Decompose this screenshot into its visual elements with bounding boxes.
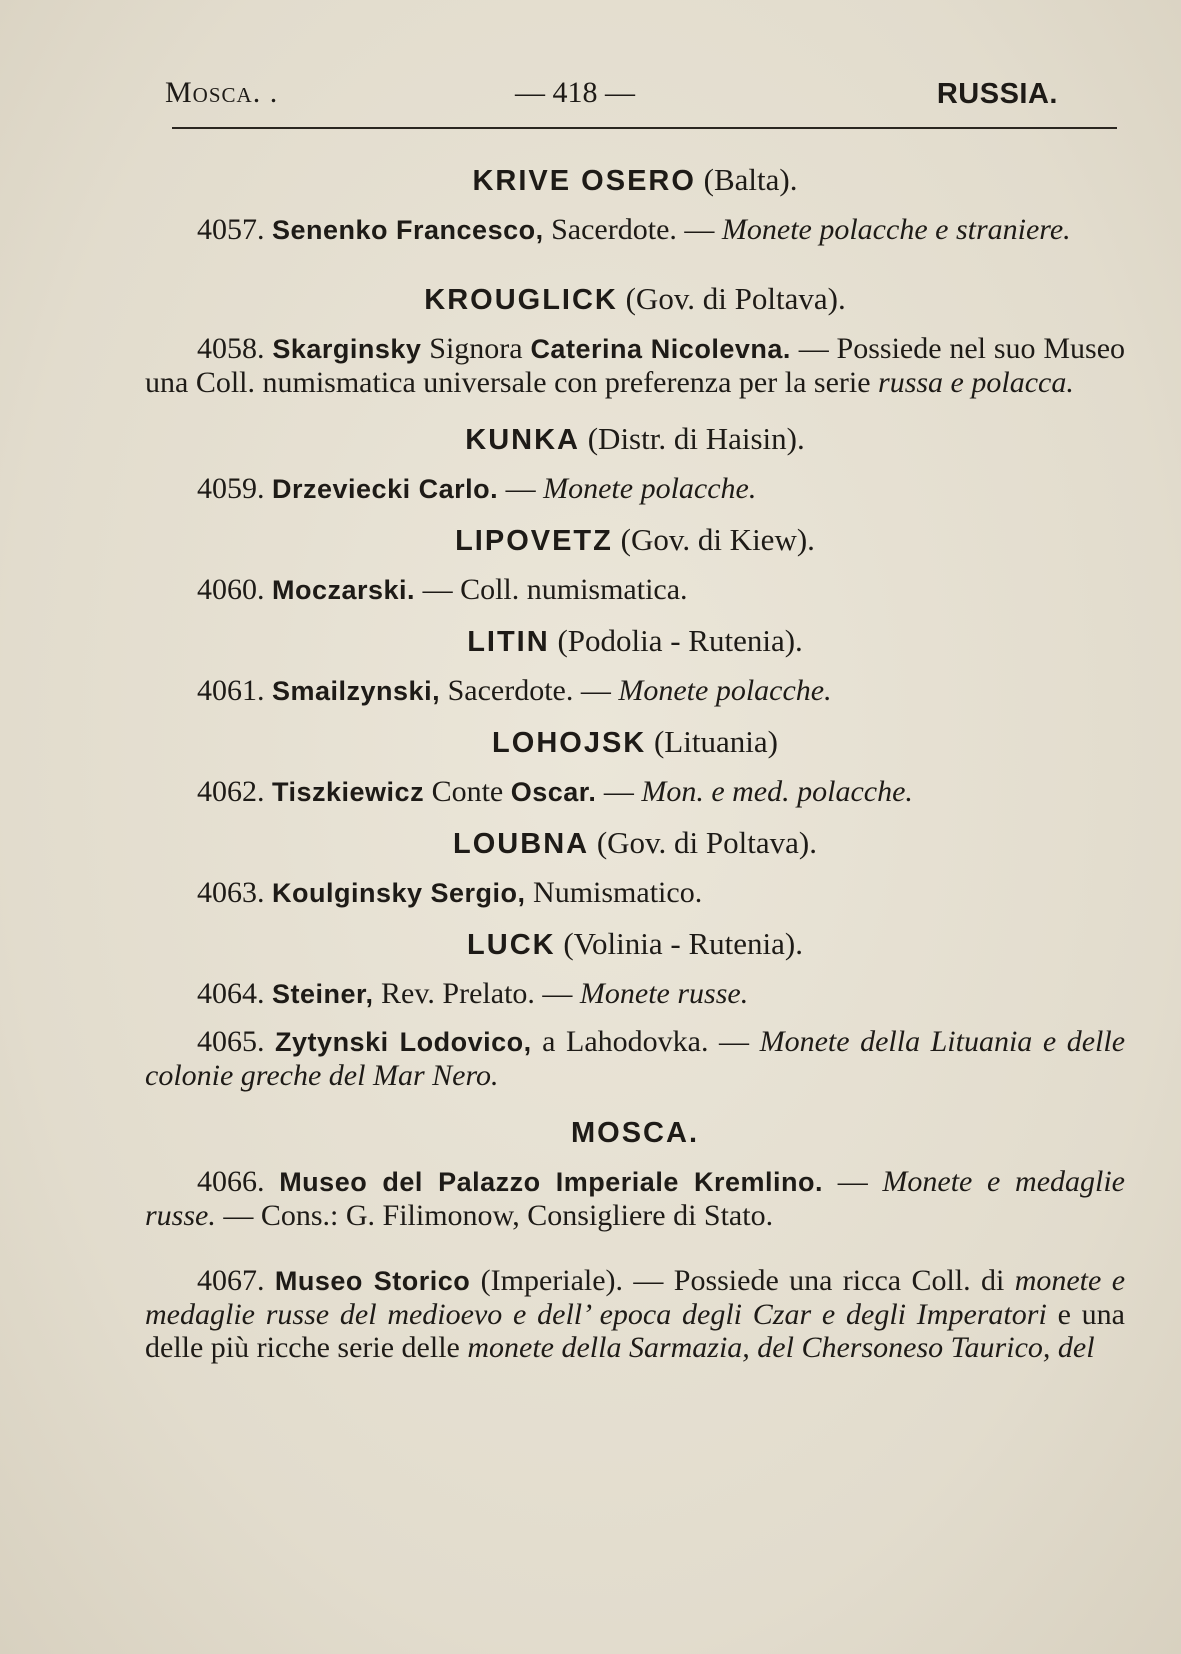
place-heading xyxy=(145,279,1125,320)
entry-text-2: — Possiede nel suo Museo una Coll. numismatica universale con preferenza per la serie xyxy=(145,332,1126,399)
place-name: LUCK xyxy=(467,929,556,961)
entry-text: Rev. Prelato. — xyxy=(373,977,580,1010)
entry-name: Tiszkiewicz xyxy=(272,777,425,807)
entry-text-3: — Cons.: G. Filimonow, Consigliere di Stato. xyxy=(215,1199,774,1232)
place-region: (Podolia - Rutenia). xyxy=(557,623,803,658)
entry xyxy=(145,332,1125,399)
place-name: KROUGLICK xyxy=(424,284,618,316)
place-region: (Balta). xyxy=(703,162,798,197)
entry-italic: Monete russe. xyxy=(579,977,749,1010)
entry-name-2: Caterina Nicolevna. xyxy=(530,334,791,364)
entry-italic: Mon. e med. polacche. xyxy=(641,775,913,808)
entry-name: Museo del Palazzo Imperiale Kremlino. xyxy=(279,1167,824,1197)
entry xyxy=(145,674,1125,708)
entry-number: 4067. xyxy=(197,1264,265,1297)
entry-number: 4062. xyxy=(197,775,265,808)
entry-name: Steiner, xyxy=(272,979,374,1009)
entry-number: 4060. xyxy=(197,573,265,606)
running-head xyxy=(165,70,1120,120)
entry-text: Signora xyxy=(421,332,531,365)
entry-name: Koulginsky Sergio, xyxy=(272,878,526,908)
entry-text: Conte xyxy=(424,775,511,808)
place-heading xyxy=(145,621,1125,662)
entry xyxy=(145,1264,1125,1364)
entry xyxy=(145,573,1125,607)
entry-text: (Imperiale). — Possiede una ricca Coll. di xyxy=(470,1264,1015,1297)
entry-name-2: Oscar. xyxy=(510,777,597,807)
entry-italic: Monete polacche e straniere. xyxy=(721,213,1071,246)
entry xyxy=(145,876,1125,910)
entry xyxy=(145,1165,1125,1232)
entry-text: Numismatico. xyxy=(525,876,703,909)
entry-text: Sacerdote. — xyxy=(543,213,722,246)
place-heading xyxy=(145,1112,1125,1153)
header-rule xyxy=(172,127,1117,129)
place-name: LOUBNA xyxy=(453,828,590,860)
entry-number: 4064. xyxy=(197,977,265,1010)
entry-name: Smailzynski, xyxy=(272,676,441,706)
entry-number: 4061. xyxy=(197,674,265,707)
entry-name: Moczarski. xyxy=(272,575,416,605)
entry-name: Drzeviecki Carlo. xyxy=(272,474,499,504)
place-region: (Gov. di Poltava). xyxy=(596,825,817,860)
entry-number: 4059. xyxy=(197,472,265,505)
entry-text-2: — xyxy=(596,775,642,808)
entry-number: 4066. xyxy=(197,1165,265,1198)
entry xyxy=(145,775,1125,809)
entry-italic: Monete polacche. xyxy=(543,472,757,505)
place-name: MOSCA. xyxy=(571,1117,699,1149)
place-name: LIPOVETZ xyxy=(455,525,613,557)
place-region: (Gov. di Kiew). xyxy=(620,522,815,557)
entry-text-3: e una delle più ricche serie delle xyxy=(145,1298,1125,1364)
place-heading xyxy=(145,722,1125,763)
place-region: (Distr. di Haisin). xyxy=(587,421,805,456)
entry-name: Museo Storico xyxy=(274,1266,471,1296)
entry-text: Sacerdote. — xyxy=(440,674,619,707)
entry-italic: Monete polacche. xyxy=(618,674,832,707)
entry xyxy=(145,1025,1125,1092)
place-heading xyxy=(145,160,1125,201)
entry-italic: Monete e medaglie russe. xyxy=(145,1165,1126,1232)
place-name: KUNKA xyxy=(465,424,580,456)
entry-name: Skarginsky xyxy=(272,334,422,364)
entry-text: — xyxy=(823,1165,883,1198)
place-name: LITIN xyxy=(467,626,550,658)
running-head-left: Mosca. . xyxy=(165,76,279,109)
entry-text: a Lahodovka. — xyxy=(531,1025,760,1058)
entry xyxy=(145,213,1125,247)
page-number: — 418 — xyxy=(515,76,635,109)
entry-italic-2: monete della Sarmazia, del Chersoneso Taurico, del xyxy=(467,1331,1095,1364)
place-heading xyxy=(145,520,1125,561)
page-content xyxy=(145,160,1125,1378)
entry-number: 4065. xyxy=(197,1025,265,1058)
entry-italic: russa e polacca. xyxy=(878,366,1074,399)
entry-italic: Monete della Lituania e delle colonie greche del Mar Nero. xyxy=(145,1025,1126,1092)
entry-italic: monete e medaglie russe del medioevo e dell’ epoca degli Czar e degli Imperatori xyxy=(145,1264,1126,1331)
entry-number: 4057. xyxy=(197,213,265,246)
running-head-right: RUSSIA. xyxy=(936,78,1058,110)
entry-text: — xyxy=(498,472,544,505)
entry-name: Senenko Francesco, xyxy=(272,215,544,245)
entry xyxy=(145,472,1125,506)
place-name: LOHOJSK xyxy=(492,727,647,759)
place-name: KRIVE OSERO xyxy=(472,165,696,197)
place-heading xyxy=(145,823,1125,864)
entry-name: Zytynski Lodovico, xyxy=(275,1027,532,1057)
place-heading xyxy=(145,924,1125,965)
entry-number: 4058. xyxy=(197,332,265,365)
entry xyxy=(145,977,1125,1011)
place-heading xyxy=(145,419,1125,460)
place-region: (Gov. di Poltava). xyxy=(625,281,846,316)
place-region: (Volinia - Rutenia). xyxy=(563,926,803,961)
entry-number: 4063. xyxy=(197,876,265,909)
place-region: (Lituania) xyxy=(653,724,778,759)
entry-text: — Coll. numismatica. xyxy=(415,573,688,606)
